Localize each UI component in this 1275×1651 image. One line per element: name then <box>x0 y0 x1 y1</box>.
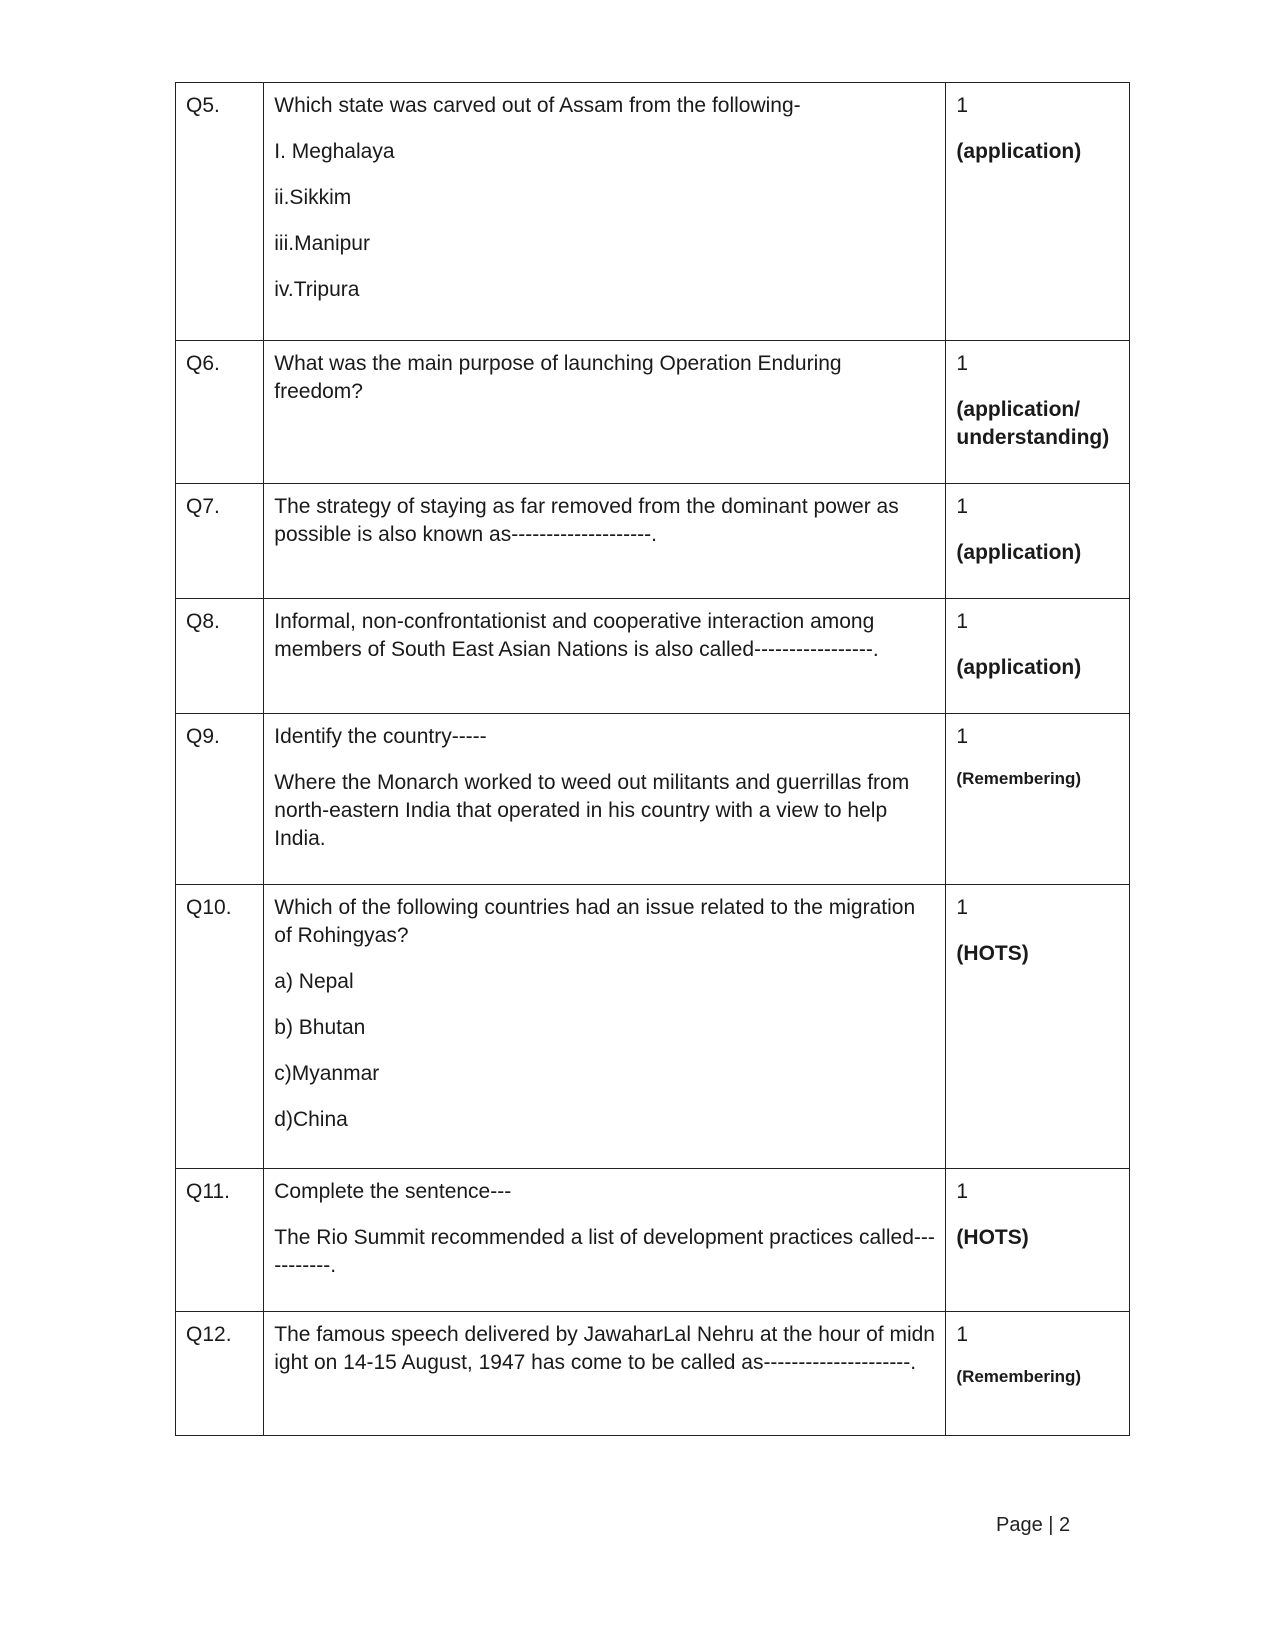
question-text: The Rio Summit recommended a list of development practices called-----------. <box>274 1226 935 1277</box>
question-number: Q11. <box>186 1180 230 1203</box>
question-row <box>176 1169 1130 1312</box>
marks-value: 1 <box>956 610 969 633</box>
question-number: Q10. <box>186 896 232 919</box>
question-text-cell <box>264 599 946 714</box>
question-text: What was the main purpose of launching Operation Enduring freedom? <box>274 352 842 403</box>
question-number-cell <box>176 341 264 484</box>
option-item: c)Myanmar <box>274 1062 380 1085</box>
marks-cell <box>946 83 1130 341</box>
marks-value: 1 <box>956 352 969 375</box>
marks-value: 1 <box>956 725 969 748</box>
question-row <box>176 83 1130 341</box>
question-row <box>176 599 1130 714</box>
cognitive-level: (application) <box>956 541 1082 564</box>
question-number-cell <box>176 714 264 885</box>
question-number: Q5. <box>186 94 220 117</box>
marks-value: 1 <box>956 94 969 117</box>
question-row <box>176 885 1130 1169</box>
question-text-cell <box>264 885 946 1169</box>
question-text: Informal, non-confrontationist and cooperative interaction among members of South East Asian Nations is also called-----------------. <box>274 610 879 661</box>
page-number: Page | 2 <box>996 1514 1071 1536</box>
question-number-cell <box>176 484 264 599</box>
cognitive-level: (Remembering) <box>956 769 1082 788</box>
question-text-cell <box>264 714 946 885</box>
cognitive-level: (Remembering) <box>956 1367 1082 1386</box>
question-table <box>175 82 1130 1436</box>
question-text: The famous speech delivered by JawaharLal Nehru at the hour of midnight on 14-15 August, 1947 has come to be called as---------------------. <box>274 1323 935 1374</box>
marks-value: 1 <box>956 1180 969 1203</box>
question-text-cell <box>264 1169 946 1312</box>
marks-cell <box>946 599 1130 714</box>
question-number-cell <box>176 83 264 341</box>
question-number-cell <box>176 1169 264 1312</box>
question-number: Q9. <box>186 725 220 748</box>
option-item: iv.Tripura <box>274 278 360 301</box>
marks-cell <box>946 885 1130 1169</box>
question-number: Q12. <box>186 1323 232 1346</box>
question-row <box>176 341 1130 484</box>
question-text-cell <box>264 341 946 484</box>
option-item: ii.Sikkim <box>274 186 352 209</box>
marks-cell <box>946 714 1130 885</box>
question-number-cell <box>176 1312 264 1436</box>
option-item: a) Nepal <box>274 970 354 993</box>
option-item: d)China <box>274 1108 348 1131</box>
question-number: Q6. <box>186 352 220 375</box>
question-number-cell <box>176 885 264 1169</box>
question-number: Q8. <box>186 610 220 633</box>
cognitive-level: (application) <box>956 656 1082 679</box>
marks-cell <box>946 1312 1130 1436</box>
question-text: Identify the country----- <box>274 725 487 748</box>
marks-cell <box>946 484 1130 599</box>
cognitive-level: (HOTS) <box>956 942 1029 965</box>
question-text-cell <box>264 1312 946 1436</box>
marks-value: 1 <box>956 495 969 518</box>
marks-cell <box>946 1169 1130 1312</box>
cognitive-level: (application) <box>956 140 1082 163</box>
question-row <box>176 484 1130 599</box>
option-item: iii.Manipur <box>274 232 370 255</box>
question-text: Which of the following countries had an issue related to the migration of Rohingyas? <box>274 896 916 947</box>
marks-value: 1 <box>956 896 969 919</box>
option-item: b) Bhutan <box>274 1016 366 1039</box>
option-item: I. Meghalaya <box>274 140 395 163</box>
question-number-cell <box>176 599 264 714</box>
question-text: Which state was carved out of Assam from the following- <box>274 94 801 117</box>
question-text-cell <box>264 83 946 341</box>
question-row <box>176 1312 1130 1436</box>
question-text-cell <box>264 484 946 599</box>
question-number: Q7. <box>186 495 220 518</box>
question-text: The strategy of staying as far removed from the dominant power as possible is also known as--------------------. <box>274 495 899 546</box>
marks-cell <box>946 341 1130 484</box>
cognitive-level: (application/ understanding) <box>956 398 1110 449</box>
marks-value: 1 <box>956 1323 969 1346</box>
question-row <box>176 714 1130 885</box>
question-text: Where the Monarch worked to weed out militants and guerrillas from north-eastern India that operated in his country with a view to help India. <box>274 771 910 850</box>
question-text: Complete the sentence--- <box>274 1180 512 1203</box>
cognitive-level: (HOTS) <box>956 1226 1029 1249</box>
